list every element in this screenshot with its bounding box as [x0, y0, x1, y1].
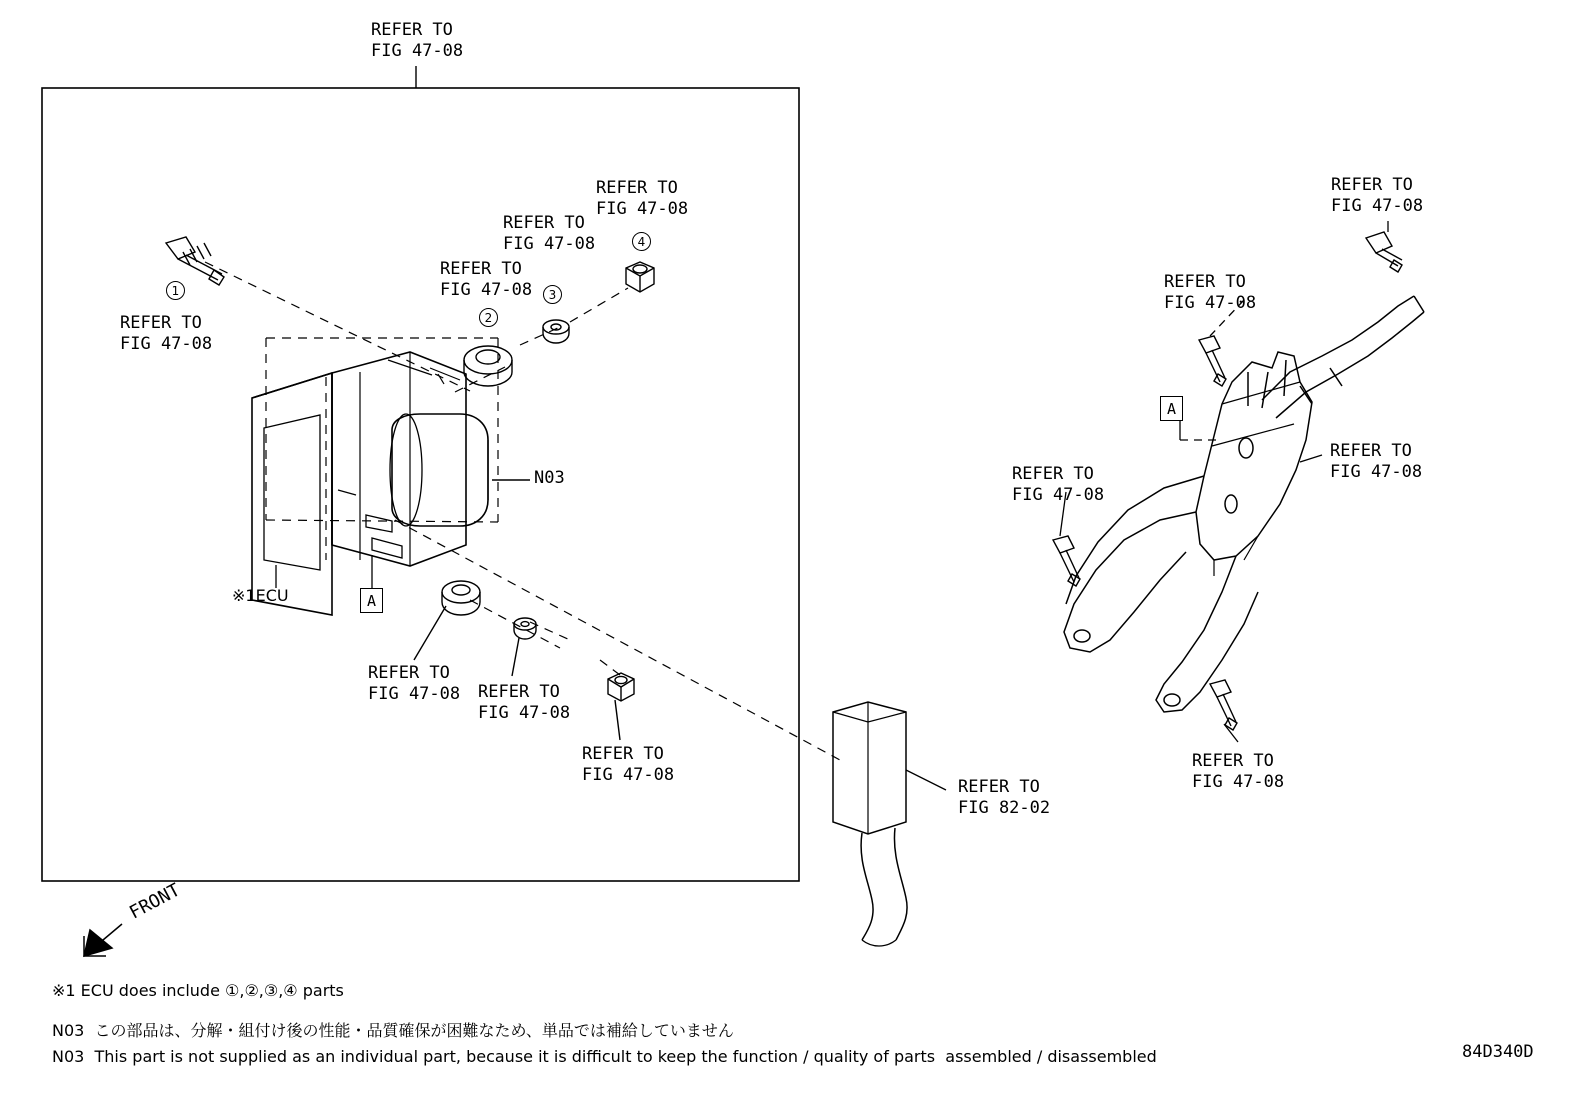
refer-label-lower-grommet: REFER TO FIG 47-08 — [368, 663, 461, 704]
refer-label-item3: REFER TO FIG 47-08 — [503, 213, 596, 254]
callout-3: 3 — [543, 285, 562, 304]
callout-2: 2 — [479, 308, 498, 327]
footnote-n03-en: N03 This part is not supplied as an individual part, because it is difficult to keep the function / quality of parts assembled / disassembled — [52, 1047, 1157, 1066]
refer-label-right-left-bolt: REFER TO FIG 47-08 — [1012, 464, 1105, 505]
footnote-n03-jp: N03 この部品は、分解・組付け後の性能・品質確保が困難なため、単品では補給していません — [52, 1021, 734, 1040]
ecu-label: ※1ECU — [232, 586, 289, 605]
section-mark-a-right: A — [1160, 396, 1183, 421]
refer-label-lower-washer: REFER TO FIG 47-08 — [478, 682, 571, 723]
refer-label-connector: REFER TO FIG 82-02 — [958, 777, 1051, 818]
callout-n03: N03 — [534, 468, 565, 488]
refer-label-item4: REFER TO FIG 47-08 — [596, 178, 689, 219]
refer-label-right-upper-bolt: REFER TO FIG 47-08 — [1164, 272, 1257, 313]
refer-label-right-lower-bolt: REFER TO FIG 47-08 — [1192, 751, 1285, 792]
refer-label-item2: REFER TO FIG 47-08 — [440, 259, 533, 300]
figure-code: 84D340D — [1462, 1042, 1534, 1062]
footnote-ecu: ※1 ECU does include ①,②,③,④ parts — [52, 981, 344, 1000]
callout-4: 4 — [632, 232, 651, 251]
refer-label-left-bolt: REFER TO FIG 47-08 — [120, 313, 213, 354]
refer-label-top-center: REFER TO FIG 47-08 — [371, 20, 464, 61]
front-direction-label: FRONT — [126, 879, 184, 924]
callout-1: 1 — [166, 281, 185, 300]
section-mark-a-left: A — [360, 588, 383, 613]
refer-label-right-bracket: REFER TO FIG 47-08 — [1330, 441, 1423, 482]
refer-label-lower-nut: REFER TO FIG 47-08 — [582, 744, 675, 785]
refer-label-right-top-bolt: REFER TO FIG 47-08 — [1331, 175, 1424, 216]
